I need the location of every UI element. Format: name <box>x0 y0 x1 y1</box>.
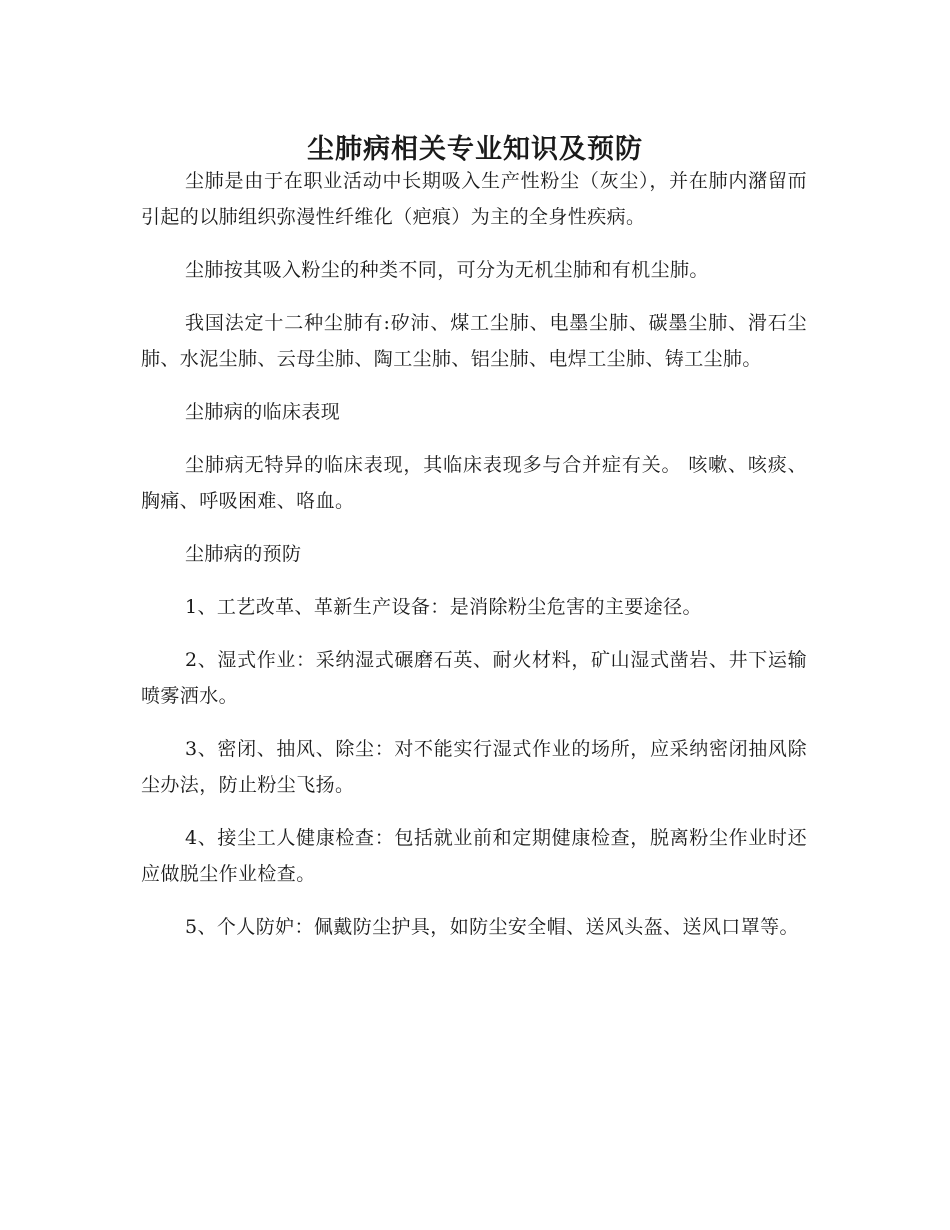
prevention-item-4: 4、接尘工人健康检查：包括就业前和定期健康检查，脱离粉尘作业时还应做脱尘作业检查。 <box>141 827 807 885</box>
paragraph-classification: 尘肺按其吸入粉尘的种类不同，可分为无机尘肺和有机尘肺。 <box>185 259 709 281</box>
paragraph-legal-types: 我国法定十二种尘肺有:矽沛、煤工尘肺、电墨尘肺、碳墨尘肺、滑石尘肺、水泥尘肺、云母尘肺、陶工尘肺、铝尘肺、电焊工尘肺、铸工尘肺。 <box>141 312 807 370</box>
paragraph-definition: 尘肺是由于在职业活动中长期吸入生产性粉尘（灰尘），并在肺内潴留而引起的以肺组织弥漫性纤维化（疤痕）为主的全身性疾病。 <box>141 170 807 228</box>
prevention-item-5: 5、个人防妒：佩戴防尘护具，如防尘安全帽、送风头盔、送风口罩等。 <box>185 916 799 938</box>
prevention-item-3: 3、密闭、抽风、除尘：对不能实行湿式作业的场所，应采纳密闭抽风除尘办法，防止粉尘飞扬。 <box>141 738 807 796</box>
prevention-item-2: 2、湿式作业：采纳湿式碾磨石英、耐火材料，矿山湿式凿岩、井下运输喷雾洒水。 <box>141 649 807 707</box>
section-heading-clinical: 尘肺病的临床表现 <box>185 401 341 423</box>
document-body <box>141 163 807 962</box>
paragraph-clinical: 尘肺病无特异的临床表现，其临床表现多与合并症有关。 咳嗽、咳痰、胸痛、呼吸困难、咯血。 <box>141 454 807 512</box>
page-title: 尘肺病相关专业知识及预防 <box>307 134 643 166</box>
prevention-item-1: 1、工艺改革、革新生产设备：是消除粉尘危害的主要途径。 <box>185 596 702 618</box>
section-heading-prevention: 尘肺病的预防 <box>185 543 302 565</box>
